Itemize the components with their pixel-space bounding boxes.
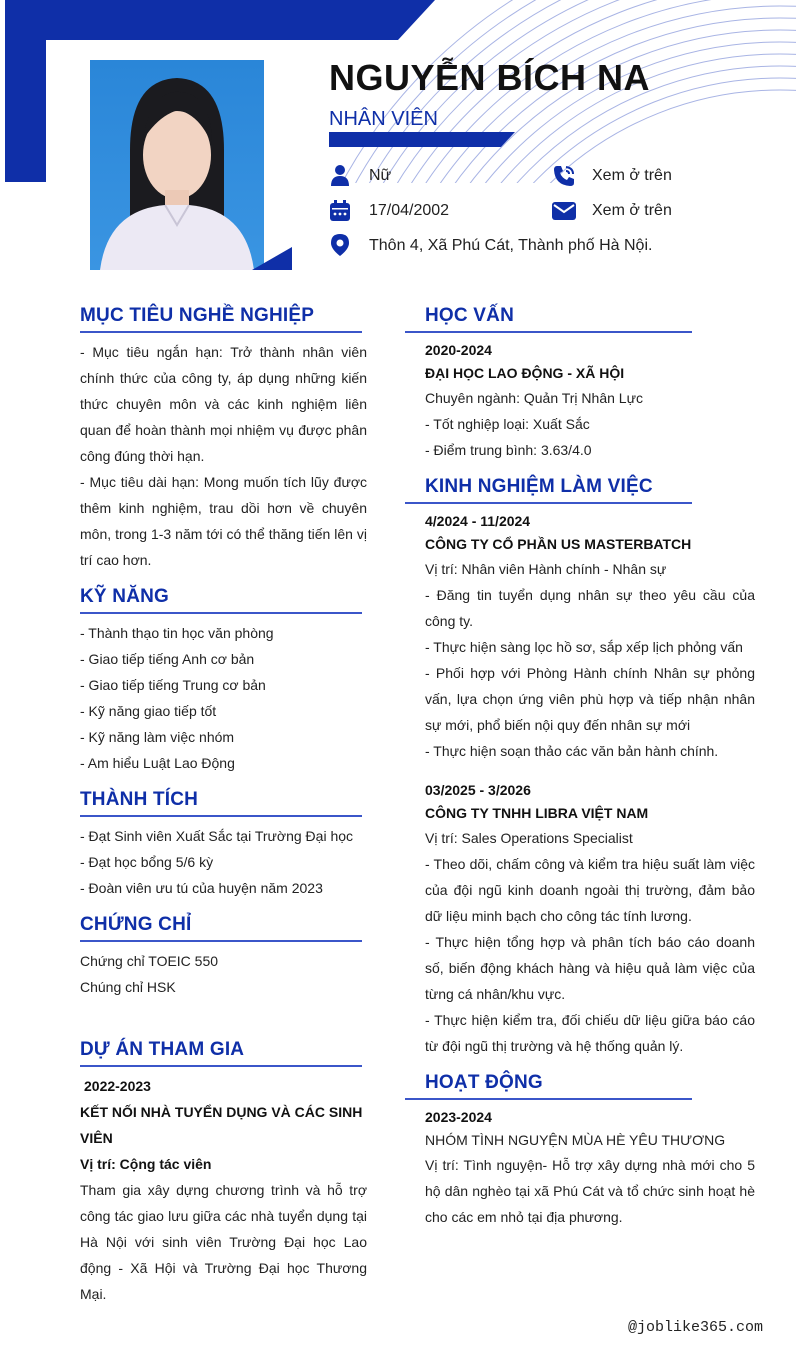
skills-divider bbox=[80, 612, 362, 614]
phone-icon bbox=[552, 164, 576, 188]
achievements-divider bbox=[80, 815, 362, 817]
job-duty: - Theo dõi, chấm công và kiểm tra hiệu suất làm việc của đội ngũ kinh doanh ngoài thị trường, đảm bảo dữ liệu minh bạch cho công tác tính lương. bbox=[425, 856, 755, 924]
skill-item: - Giao tiếp tiếng Anh cơ bản bbox=[80, 651, 255, 667]
email-icon bbox=[552, 200, 576, 222]
portrait-image bbox=[90, 60, 264, 270]
project-period: 2022-2023 bbox=[84, 1078, 151, 1094]
skills-heading: KỸ NĂNG bbox=[80, 586, 170, 607]
address-value: Thôn 4, Xã Phú Cát, Thành phố Hà Nội. bbox=[369, 237, 653, 254]
experience-divider bbox=[405, 502, 692, 504]
experience-heading: KINH NGHIỆM LÀM VIỆC bbox=[425, 476, 653, 497]
objective-short-term: - Mục tiêu ngắn hạn: Trở thành nhân viên chính thức của công ty, áp dụng những kiến thức chuyên môn và các kinh nghiệm liên quan để hoàn thành mọi nhiệm vụ được phân công đúng thời hạn. bbox=[80, 344, 367, 464]
skill-item: - Kỹ năng giao tiếp tốt bbox=[80, 703, 217, 719]
project-description: Tham gia xây dựng chương trình và hỗ trợ công tác giao lưu giữa các nhà tuyển dụng tại Hà Nội với sinh viên Trường Đại học Lao động - Xã Hội và Trường Đại học Thương Mại. bbox=[80, 1182, 367, 1302]
achievements-heading: THÀNH TÍCH bbox=[80, 789, 199, 810]
activities-heading: HOẠT ĐỘNG bbox=[425, 1072, 543, 1093]
calendar-icon bbox=[329, 200, 351, 222]
achievement-item: - Đạt học bổng 5/6 kỳ bbox=[80, 854, 214, 870]
job-duty: - Thực hiện kiểm tra, đối chiếu dữ liệu giữa báo cáo từ đội ngũ thị trường và hệ thống quản lý. bbox=[425, 1012, 755, 1054]
photo-corner-accent bbox=[252, 247, 292, 270]
job-duty: - Đăng tin tuyển dụng nhân sự theo yêu cầu của công ty. bbox=[425, 587, 755, 629]
achievement-item: - Đoàn viên ưu tú của huyện năm 2023 bbox=[80, 880, 323, 896]
skill-item: - Am hiểu Luật Lao Động bbox=[80, 755, 235, 771]
skill-item: - Kỹ năng làm việc nhóm bbox=[80, 729, 235, 745]
footer-watermark: @joblike365.com bbox=[628, 1319, 764, 1336]
job-duty: - Thực hiện sàng lọc hồ sơ, sắp xếp lịch phỏng vấn bbox=[425, 639, 743, 655]
education-grade: - Tốt nghiệp loại: Xuất Sắc bbox=[425, 416, 590, 432]
job-title: NHÂN VIÊN bbox=[329, 108, 438, 130]
activities-divider bbox=[405, 1098, 692, 1100]
phone-value: Xem ở trên bbox=[592, 167, 672, 184]
objective-long-term: - Mục tiêu dài hạn: Mong muốn tích lũy được thêm kinh nghiệm, trau dồi hơn về chuyên môn, trong 1-3 năm tới có thể thăng tiến lên vị trí cao hơn. bbox=[80, 474, 367, 568]
gender-value: Nữ bbox=[369, 167, 392, 184]
education-gpa: - Điểm trung bình: 3.63/4.0 bbox=[425, 442, 592, 458]
activity-period: 2023-2024 bbox=[425, 1109, 492, 1125]
education-period: 2020-2024 bbox=[425, 342, 492, 358]
skill-item: - Thành thạo tin học văn phòng bbox=[80, 625, 274, 641]
objective-divider bbox=[80, 331, 362, 333]
job-company: CÔNG TY TNHH LIBRA VIỆT NAM bbox=[425, 805, 649, 821]
dob-value: 17/04/2002 bbox=[369, 202, 450, 219]
job-period: 4/2024 - 11/2024 bbox=[425, 513, 531, 529]
title-underline bbox=[329, 132, 515, 147]
job-duty: - Phối hợp với Phòng Hành chính Nhân sự phỏng vấn, lựa chọn ứng viên phù hợp và tiếp nhận nhân sự mới, phổ biến nội quy đến nhân sự mới bbox=[425, 665, 755, 733]
project-name: KẾT NỐI NHÀ TUYỂN DỤNG VÀ CÁC SINH VIÊN bbox=[80, 1104, 363, 1146]
education-heading: HỌC VẤN bbox=[425, 305, 515, 326]
education-divider bbox=[405, 331, 692, 333]
achievement-item: - Đạt Sinh viên Xuất Sắc tại Trường Đại học bbox=[80, 828, 354, 844]
user-icon bbox=[329, 164, 351, 186]
location-icon bbox=[329, 234, 351, 256]
certificates-heading: CHỨNG CHỈ bbox=[80, 914, 192, 935]
job-company: CÔNG TY CỔ PHẦN US MASTERBATCH bbox=[425, 536, 692, 552]
projects-heading: DỰ ÁN THAM GIA bbox=[80, 1039, 245, 1060]
certificates-divider bbox=[80, 940, 362, 942]
projects-divider bbox=[80, 1065, 362, 1067]
objective-heading: MỤC TIÊU NGHỀ NGHIỆP bbox=[80, 305, 315, 326]
project-role: Vị trí: Cộng tác viên bbox=[80, 1156, 212, 1172]
candidate-name: NGUYỄN BÍCH NA bbox=[329, 57, 651, 98]
profile-photo bbox=[90, 60, 264, 270]
skill-item: - Giao tiếp tiếng Trung cơ bản bbox=[80, 677, 266, 693]
job-position: Vị trí: Nhân viên Hành chính - Nhân sự bbox=[425, 561, 667, 577]
certificate-item: Chúng chỉ HSK bbox=[80, 979, 176, 995]
job-duty: - Thực hiện tổng hợp và phân tích báo cáo doanh số, biến động khách hàng và hiệu quả làm việc của từng cá nhân/khu vực. bbox=[425, 934, 755, 1002]
job-duty: - Thực hiện soạn thảo các văn bản hành chính. bbox=[425, 743, 719, 759]
certificate-item: Chứng chỉ TOEIC 550 bbox=[80, 953, 219, 969]
education-school: ĐẠI HỌC LAO ĐỘNG - XÃ HỘI bbox=[425, 365, 625, 381]
activity-description: Vị trí: Tình nguyện- Hỗ trợ xây dựng nhà mới cho 5 hộ dân nghèo tại xã Phú Cát và tổ chức sinh hoạt hè cho các em nhỏ tại địa phương. bbox=[425, 1157, 755, 1225]
email-value: Xem ở trên bbox=[592, 202, 672, 219]
activity-org: NHÓM TÌNH NGUYỆN MÙA HÈ YÊU THƯƠNG bbox=[425, 1132, 726, 1148]
job-period: 03/2025 - 3/2026 bbox=[425, 782, 531, 798]
job-position: Vị trí: Sales Operations Specialist bbox=[425, 830, 633, 846]
education-major: Chuyên ngành: Quản Trị Nhân Lực bbox=[425, 390, 643, 406]
